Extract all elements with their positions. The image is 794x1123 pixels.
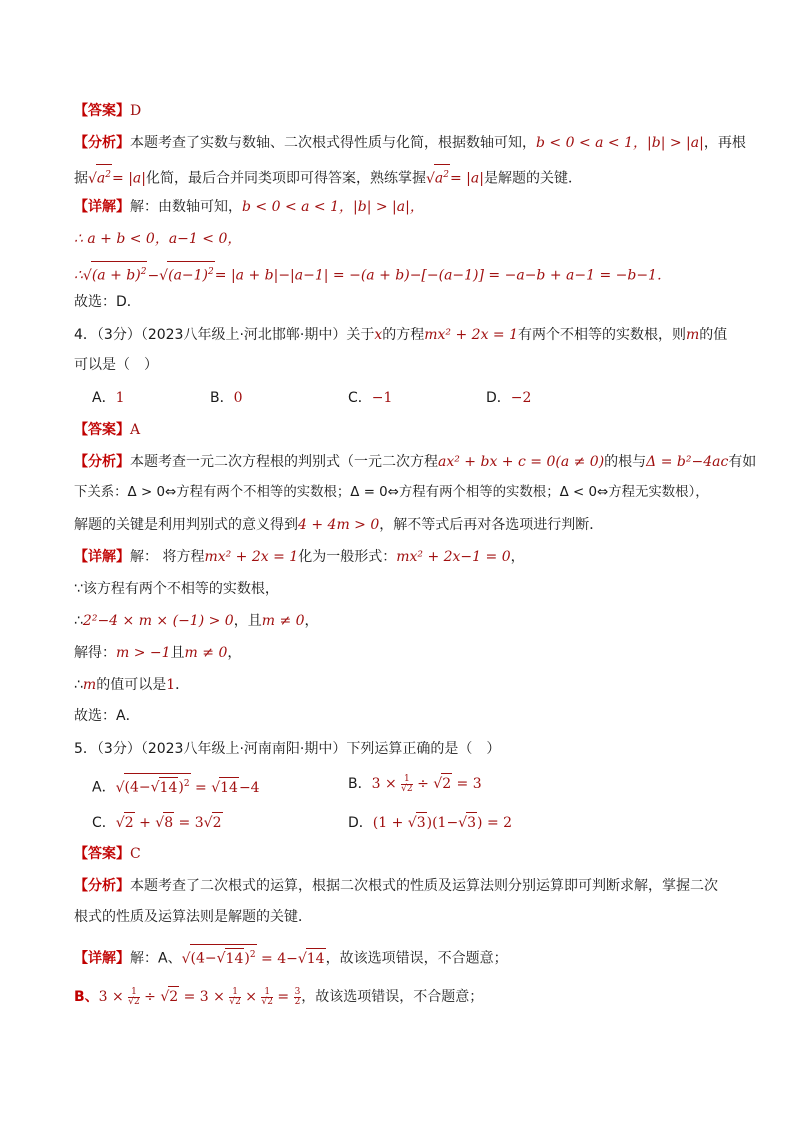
option-label: D．	[486, 390, 511, 406]
analysis-tag: 【分析】	[74, 454, 130, 470]
stem-text: 4．（3分）（2023八年级上·河北邯郸·期中）关于	[74, 327, 375, 343]
detail-text: ，故该选项错误，不合题意；	[325, 950, 508, 967]
math-expression: b < 0 < a < 1，|b| > |a|，	[242, 199, 424, 215]
option-b	[210, 388, 243, 408]
math-expression: b < 0 < a < 1，|b| > |a|	[536, 135, 704, 151]
option-b	[348, 773, 482, 794]
question-stem: 可以是（ ）	[74, 357, 158, 373]
option-c	[348, 388, 392, 408]
math-expression: = |a|	[450, 170, 484, 187]
analysis-line	[74, 164, 582, 189]
detail-text: ，	[510, 549, 525, 565]
option-label: B．	[348, 776, 372, 792]
math-expression: m > −1	[116, 645, 171, 661]
answer-tag: 【答案】	[74, 846, 130, 862]
analysis-text: ，解不等式后再对各选项进行判断．	[379, 517, 604, 533]
analysis-text: 是解题的关键．	[483, 170, 582, 187]
analysis-tag: 【分析】	[74, 135, 130, 151]
analysis-text: 据	[74, 170, 88, 187]
math-expression: mx² + 2x = 1	[204, 549, 299, 565]
question-stem	[74, 325, 727, 345]
detail-line	[74, 197, 424, 217]
option-label: C．	[348, 390, 372, 406]
option-a	[92, 773, 260, 798]
option-d-expression: (1 + √3)(1−√3) = 2	[373, 815, 512, 831]
math-expression: m ≠ 0	[184, 645, 228, 661]
math-expression: mx² + 2x = 1	[424, 327, 519, 343]
option-label: C．	[92, 815, 116, 831]
detail-line: ∴ a + b < 0，a−1 < 0，	[74, 231, 242, 247]
detail-text: 解得：	[74, 645, 116, 661]
analysis-text: 本题考查一元二次方程根的判别式（一元二次方程	[130, 454, 438, 470]
answer-tag: 【答案】	[74, 422, 130, 438]
analysis-line	[74, 876, 718, 896]
analysis-line	[74, 452, 756, 472]
math-expression: $√(4-√14)^2 = 4-√14$	[182, 951, 326, 967]
option-value: −1	[371, 390, 393, 406]
math-expression: = |a|	[112, 170, 146, 187]
detail-text: 且	[170, 645, 185, 661]
detail-text: 的值可以是	[96, 677, 167, 693]
option-label: A．	[92, 390, 116, 406]
analysis-text: ，再根	[703, 135, 746, 151]
answer-line	[74, 101, 141, 121]
detail-line	[74, 643, 241, 663]
answer-tag: 【答案】	[74, 103, 130, 119]
option-b-expression: 3 × $\frac{1}{√2}$ ÷ √2 = 3	[371, 773, 482, 794]
detail-text: ，故该选项错误，不合题意；	[301, 989, 484, 1005]
detail-line: ∵该方程有两个不相等的实数根，	[74, 581, 279, 597]
analysis-text: 有如	[728, 454, 757, 470]
detail-line	[74, 547, 525, 567]
analysis-line: 根式的性质及运算法则是解题的关键．	[74, 909, 312, 925]
detail-line	[74, 675, 189, 695]
detail-text: ，	[227, 645, 242, 661]
option-label: A．	[92, 779, 116, 796]
option-a	[92, 388, 125, 408]
option-value: −2	[510, 390, 532, 406]
sqrt-a-squared: $√a^2$	[88, 171, 112, 187]
therefore-symbol: ∴	[74, 613, 83, 629]
detail-text: ，	[304, 613, 319, 629]
option-a-expression: $√(4-√14)^2 = √14-4$	[116, 780, 260, 796]
detail-text: 解：由数轴可知，	[130, 199, 242, 215]
option-label: B．	[210, 390, 234, 406]
analysis-text: 化简，最后合并同类项即可得答案，熟练掌握	[145, 170, 426, 187]
therefore-symbol: ∴	[74, 677, 83, 693]
analysis-text: 本题考查了实数与数轴、二次根式得性质与化简，根据数轴可知，	[130, 135, 536, 151]
math-expression: mx² + 2x−1 = 0	[396, 549, 511, 565]
answer-value: A	[130, 422, 141, 438]
detail-tag: 【详解】	[74, 549, 130, 565]
stem-text: 的值	[699, 327, 728, 343]
option-d	[486, 388, 531, 408]
detail-line	[74, 986, 483, 1007]
conclusion-line: 故选：A．	[74, 708, 140, 724]
sqrt-expression: $√(a + b)^2-√(a-1)^2$	[83, 268, 215, 284]
option-d	[348, 812, 512, 833]
detail-text: 解：A、	[130, 950, 182, 967]
analysis-tag: 【分析】	[74, 878, 130, 894]
detail-tag: 【详解】	[74, 950, 130, 967]
math-expression: = |a + b|−|a−1| = −(a + b)−[−(a−1)] = −a−b + a−1 = −b−1．	[214, 267, 671, 284]
math-var: m	[686, 327, 700, 343]
detail-text: ．	[175, 677, 190, 693]
math-value: 1	[166, 677, 176, 693]
therefore-symbol: ∴	[74, 267, 83, 284]
math-expression: Δ = b²−4ac	[646, 454, 729, 470]
stem-text: 有两个不相等的实数根，则	[518, 327, 687, 343]
answer-value: C	[130, 846, 141, 862]
analysis-line	[74, 515, 603, 535]
math-var: m	[82, 677, 97, 693]
math-expression: 3 × $\frac{1}{√2}$ ÷ √2 = 3 × $\frac{1}{√2}$ × $\frac{1}{√2}$ = $\frac{3}{2}$	[98, 986, 301, 1007]
option-label: D．	[348, 815, 373, 831]
analysis-line	[74, 133, 746, 153]
analysis-text: 本题考查了二次根式的运算，根据二次根式的性质及运算法则分别运算即可判断求解，掌握二次	[130, 878, 718, 894]
stem-text: 的方程	[382, 327, 425, 343]
math-expression: 2²−4 × m × (−1) > 0	[82, 613, 234, 629]
detail-line	[74, 944, 508, 969]
detail-line	[74, 611, 319, 631]
answer-line	[74, 844, 141, 864]
math-expression: ax² + bx + c = 0(a ≠ 0)	[438, 454, 605, 470]
option-value: 0	[233, 390, 243, 406]
math-expression: 4 + 4m > 0	[298, 517, 380, 533]
answer-line	[74, 420, 140, 440]
analysis-line: 下关系：Δ > 0⇔方程有两个不相等的实数根；Δ = 0⇔方程有两个相等的实数根；Δ < 0⇔方程无实数根），	[74, 485, 709, 500]
detail-text: 化为一般形式：	[298, 549, 397, 565]
option-value: 1	[115, 390, 125, 406]
option-c	[92, 812, 223, 833]
option-c-expression: √2 + √8 = 3√2	[116, 815, 223, 831]
detail-text: 解： 将方程	[130, 549, 205, 565]
analysis-text: 的根与	[604, 454, 647, 470]
answer-value: D	[130, 103, 142, 119]
detail-text: ，且	[233, 613, 262, 629]
question-stem: 5．（3分）（2023八年级上·河南南阳·期中）下列运算正确的是（ ）	[74, 741, 501, 757]
analysis-text: 解题的关键是利用判别式的意义得到	[74, 517, 298, 533]
sqrt-a-squared: $√a^2$	[426, 171, 450, 187]
detail-tag: 【详解】	[74, 199, 130, 215]
conclusion-line: 故选：D．	[74, 294, 141, 310]
math-var: x	[374, 327, 383, 343]
option-ref: B、	[74, 989, 99, 1005]
detail-line	[74, 261, 671, 286]
math-expression: m ≠ 0	[261, 613, 305, 629]
